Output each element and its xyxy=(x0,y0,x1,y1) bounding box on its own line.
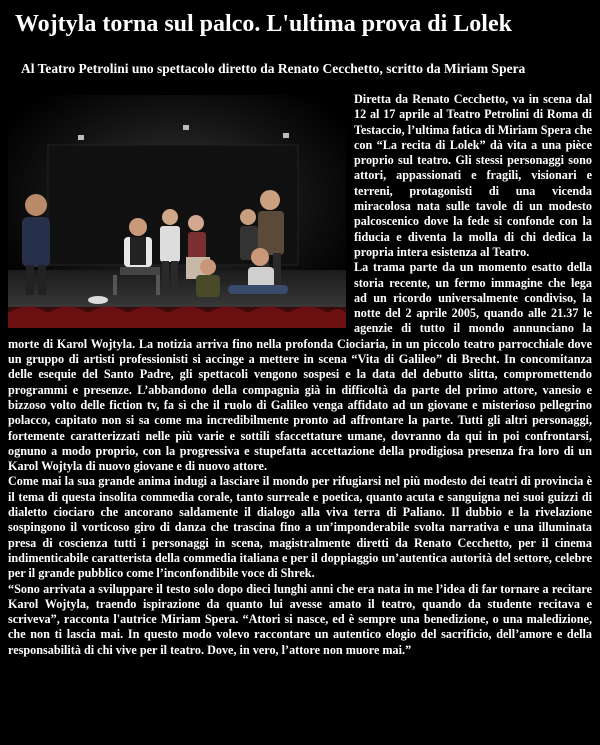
article-subtitle: Al Teatro Petrolini uno spettacolo diretto da Renato Cecchetto, scritto da Miriam Spera xyxy=(21,61,526,76)
stage-photo xyxy=(8,95,346,328)
article-paragraph-3: Come mai la sua grande anima indugi a lasciare il mondo per rifugiarsi nel più modesto dei teatri di provincia è il tema di questa insolita commedia corale, tanto surreale e poetica, quanto acuta e sanguigna nei suoi guizzi di dialetto ciociaro che ancorano saldamente il dialogo alla viva terra di Paliano. Il dubbio e la rivelazione sospingono il vorticoso giro di danza che trascina fino a un’imponderabile svolta narrativa e una illuminata presa di coscienza tutti i personaggi in scena, magistralmente diretti da Renato Cecchetto, per il cinema indimenticabile caratterista della commedia italiana e per il doppiaggio un’autentica autorità del settore, celebre per il grande pubblico come l’inconfondibile voce di Shrek. xyxy=(8,474,592,581)
article-body xyxy=(8,92,592,658)
theater-stage-photo-icon xyxy=(8,95,346,328)
article-paragraph-4: “Sono arrivata a sviluppare il testo solo dopo dieci lunghi anni che era nata in me l’idea di far tornare a recitare Karol Wojtyla, traendo ispirazione da quanto lui avesse amato il teatro, quando da studente recitava e scriveva”, racconta l'autrice Miriam Spera. “Attori si nasce, ed è sempre una benedizione, o una maledizione, che non ti lascia mai. In questo modo volevo raccontare un autentico elogio del sacrificio, dell’amore e della responsabilità di chi vive per il teatro. Dove, in vero, l’attore non muore mai.” xyxy=(8,581,592,657)
article-paragraph-2: La trama parte da un momento esatto della storia recente, un fermo immagine che lega ad un ricordo universalmente condiviso, la notte del 2 aprile 2005, quando alle 21.37 le agenzie di tutto il mondo annunciano la morte di Karol Wojtyla. La notizia arriva fino nella profonda Ciociaria, in un piccolo teatro parrocchiale dove un gruppo di artisti professionisti si accinge a mettere in scena “Vita di Galileo” di Brecht. In concomitanza delle esequie del Santo Padre, gli spettacoli vengono sospesi e la data del debutto slitta, compromettendo programmi e presenze. L’abbandono della compagnia già in difficoltà da parte del primo attore, vanesio e bizzoso volto delle fiction tv, fa sì che il ruolo di Galileo venga affidato ad un giovane e misterioso pellegrino polacco, capitato non si sa come ma incredibilmente pronto ad affrontare la parte. Tutti gli altri personaggi, fortemente caratterizzati nelle più varie e sottili sfaccettature umane, dovranno da qui in poi confrontarsi, ognuno a modo proprio, con la progressiva e stupefatta accettazione della prodigiosa presenza fra loro di un Karol Wojtyla di nuovo giovane e di nuovo attore. xyxy=(8,260,592,474)
article-paragraph-1: Diretta da Renato Cecchetto, va in scena dal 12 al 17 aprile al Teatro Petrolini di Roma di Testaccio, l’ultima fatica di Miriam Spera che con “La recita di Lolek” dà vita a una pièce proprio sul teatro. Gli stessi personaggi sono attori, appassionati e fragili, visionari e terreni, protagonisti di una vicenda miracolosa nata sulle tavole di un modesto palcoscenico dove la fede si confonde con la fiducia e diventa la molla di chi dedica la propria intera esistenza al Teatro. xyxy=(354,92,592,259)
page-title: Wojtyla torna sul palco. L'ultima prova di Lolek xyxy=(15,11,512,37)
